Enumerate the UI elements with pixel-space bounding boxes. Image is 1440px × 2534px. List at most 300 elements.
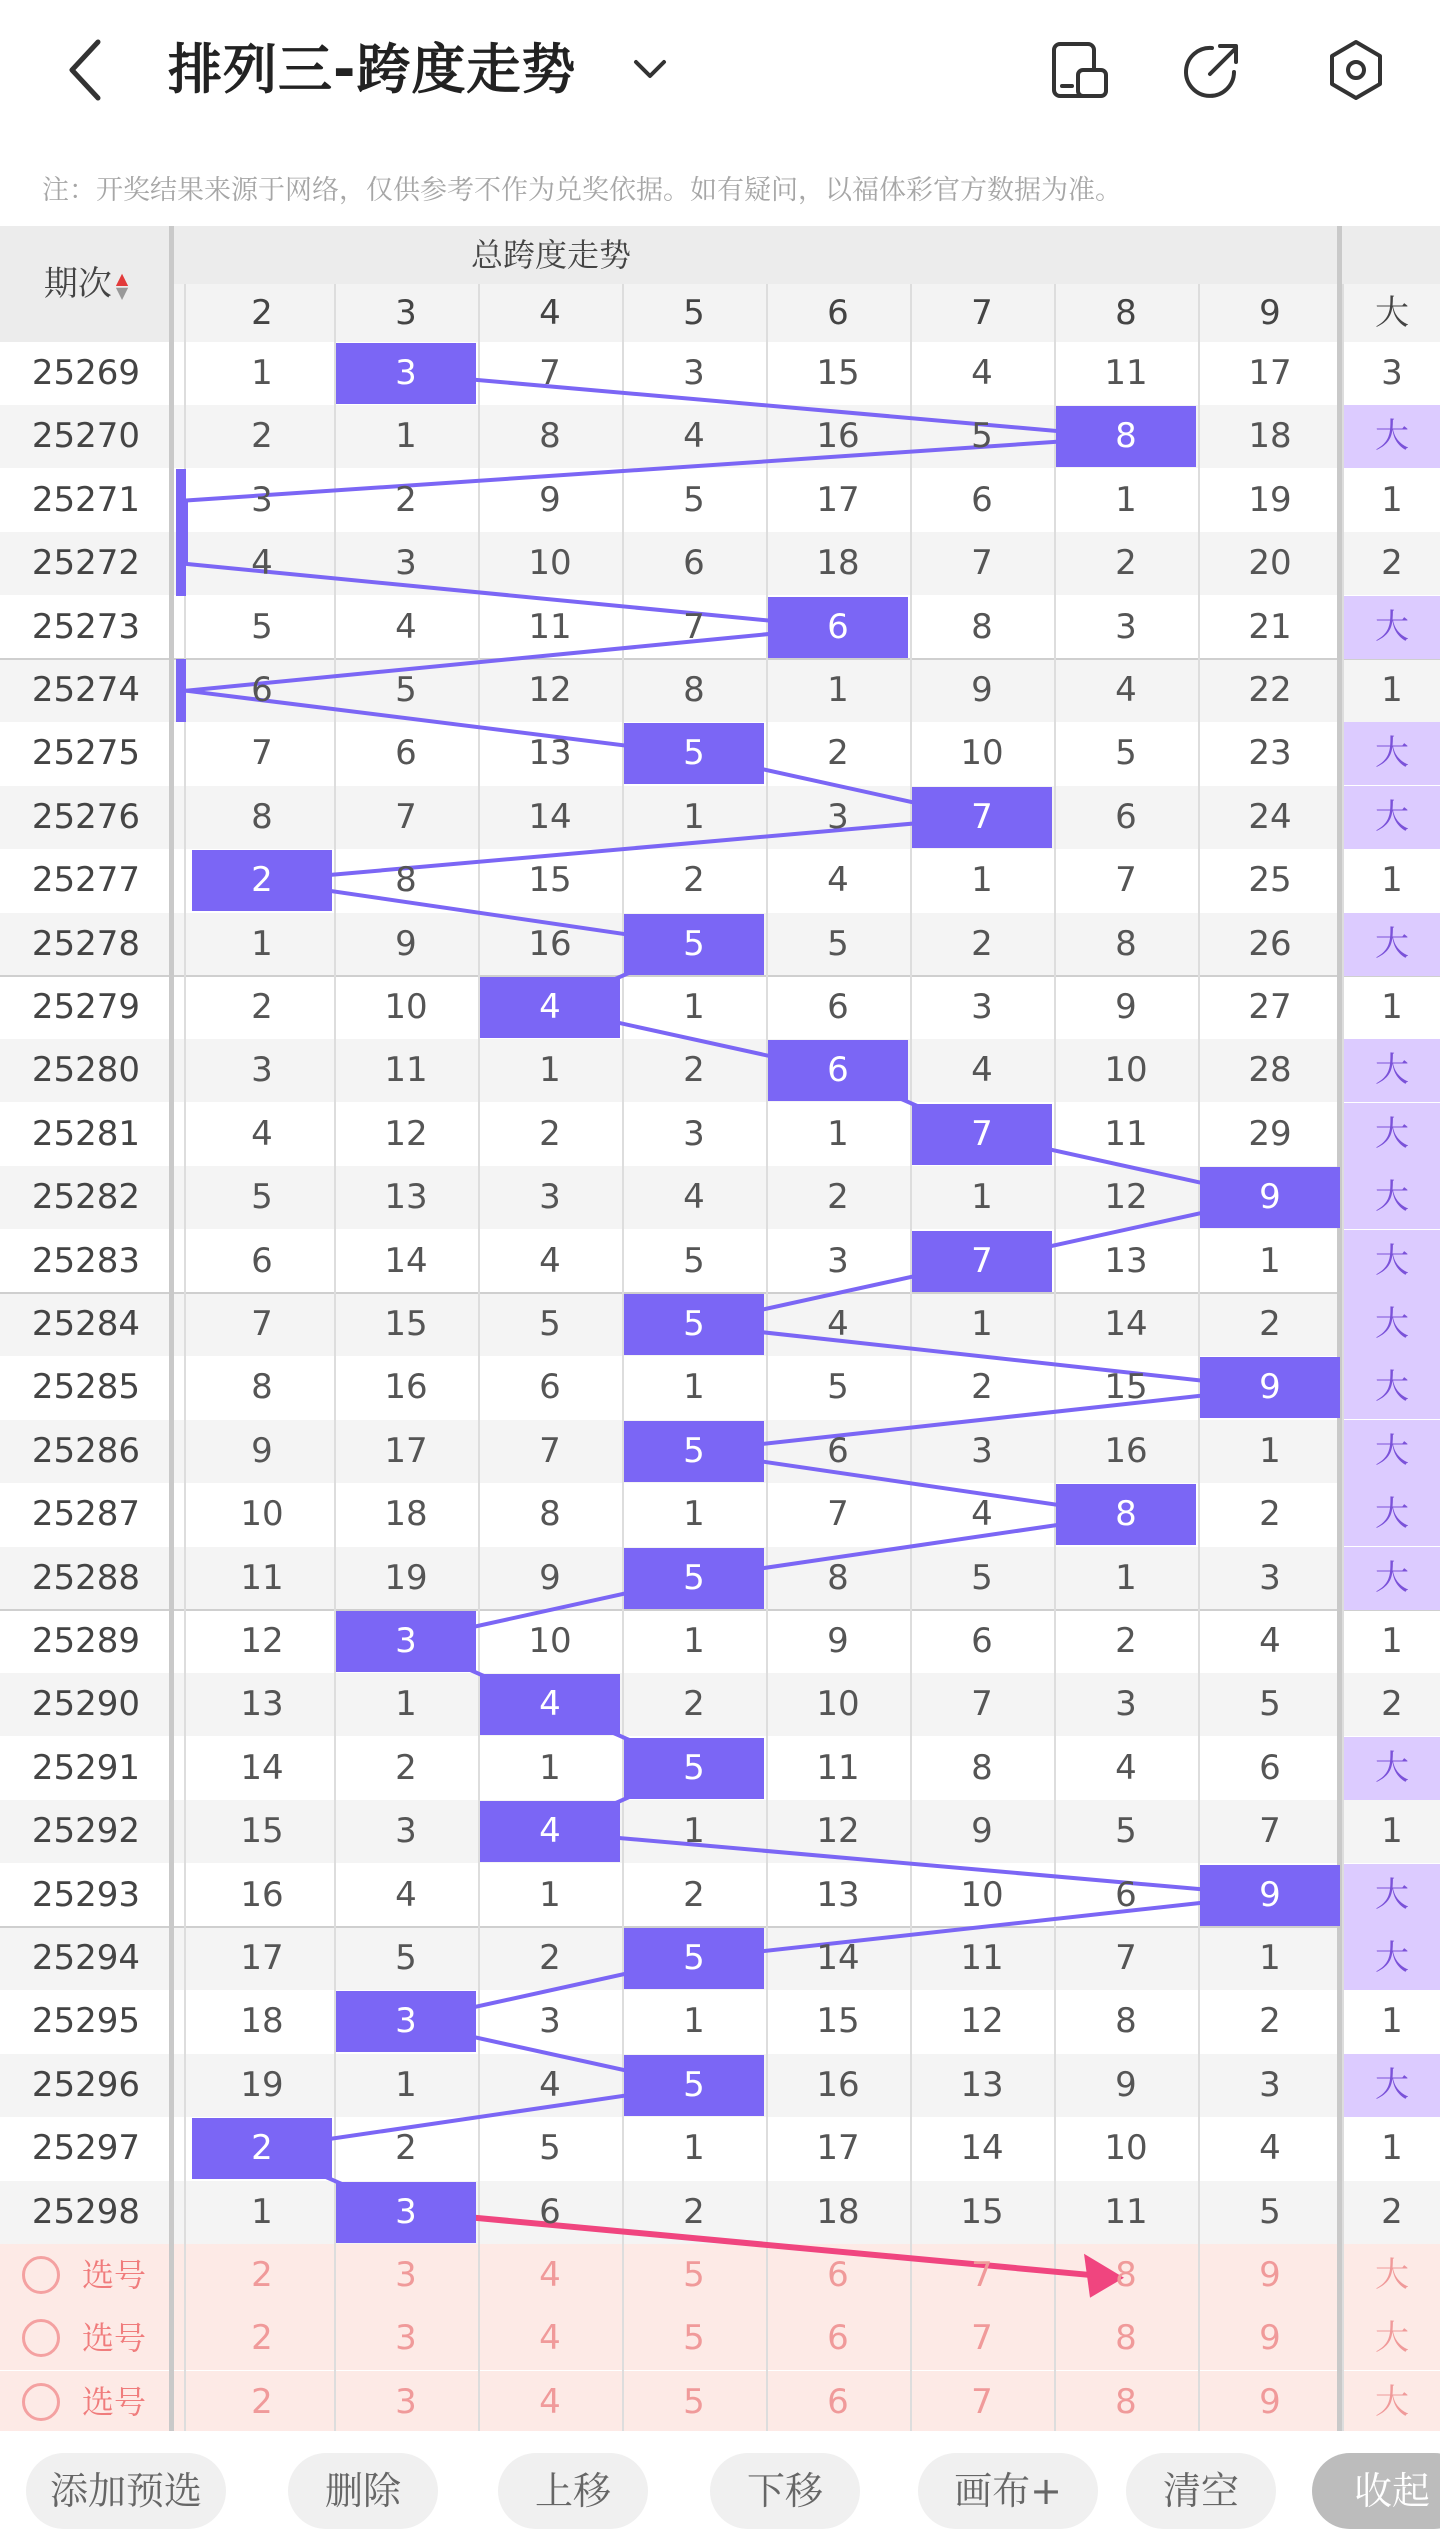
big-cell: 大 [1344,1737,1440,1800]
preselect-cell[interactable]: 3 [395,2381,417,2422]
miss-cell: 1 [683,2128,705,2169]
miss-cell: 4 [1115,1747,1137,1788]
miss-cell: 11 [1104,353,1148,393]
big-cell: 1 [1381,670,1403,710]
miss-cell: 23 [1248,733,1292,774]
period-cell: 25287 [31,1494,141,1535]
period-cell: 25281 [31,1113,141,1154]
miss-cell: 2 [1259,1494,1281,1535]
preselect-cell[interactable]: 2 [251,2318,273,2359]
miss-cell: 2 [971,1367,993,1408]
miss-cell: 10 [1104,2128,1148,2169]
period-cell: 25286 [31,1430,141,1471]
miss-cell: 16 [816,416,860,457]
miss-cell: 5 [539,2128,561,2169]
miss-cell: 6 [1259,1747,1281,1788]
miss-cell: 5 [251,1177,273,1218]
preselect-label[interactable] [0,2307,172,2370]
canvas-plus-button[interactable]: 画布+ [918,2453,1098,2529]
miss-cell: 9 [539,1557,561,1598]
big-cell: 大 [1344,1356,1440,1419]
preselect-label[interactable] [0,2371,172,2431]
period-cell: 25279 [31,987,141,1027]
share-icon[interactable] [1182,38,1246,102]
period-cell: 25292 [31,1811,141,1852]
big-cell: 大 [1344,913,1440,976]
miss-cell: 15 [1104,1367,1148,1408]
period-cell: 25269 [31,353,141,393]
miss-cell: 2 [827,1177,849,1218]
preselect-cell[interactable]: 2 [251,2381,273,2422]
column-header: 6 [827,293,849,333]
miss-cell: 4 [1259,1621,1281,1661]
hit-cell: 5 [624,1421,764,1482]
preselect-big-cell[interactable]: 大 [1375,2381,1409,2422]
miss-cell: 6 [971,1621,993,1661]
period-cell: 25271 [31,479,141,520]
miss-cell: 1 [539,1747,561,1788]
hit-cell: 7 [912,1231,1052,1292]
period-cell: 25296 [31,2064,141,2105]
big-cell: 大 [1344,786,1440,849]
hit-cell: 9 [1200,1357,1340,1418]
preselect-big-cell[interactable]: 大 [1375,2318,1409,2359]
miss-cell: 3 [683,353,705,393]
miss-cell: 6 [251,670,273,710]
column-header: 8 [1115,293,1137,333]
preselect-cell[interactable]: 4 [539,2318,561,2359]
miss-cell: 13 [240,1684,284,1725]
miss-cell: 7 [683,606,705,647]
miss-cell: 7 [971,1684,993,1725]
miss-cell: 1 [683,2001,705,2042]
miss-cell: 4 [1259,2128,1281,2169]
big-cell: 1 [1381,1811,1403,1852]
hit-cell: 6 [768,1040,908,1101]
miss-cell: 21 [1248,606,1292,647]
miss-cell: 3 [539,1177,561,1218]
big-cell: 大 [1344,1547,1440,1610]
period-cell: 25273 [31,606,141,647]
period-cell: 25290 [31,1684,141,1725]
miss-cell: 1 [251,923,273,964]
period-header-label: 期次 [43,264,112,304]
period-cell: 25277 [31,860,141,901]
miss-cell: 1 [395,416,417,457]
preselect-cell[interactable]: 7 [971,2318,993,2359]
miss-cell: 6 [827,987,849,1027]
miss-cell: 7 [971,543,993,584]
app-header [0,0,1440,206]
period-cell: 25291 [31,1747,141,1788]
period-cell: 25276 [31,796,141,837]
miss-cell: 1 [539,1874,561,1915]
miss-cell: 5 [251,606,273,647]
miss-cell: 5 [539,1304,561,1344]
miss-cell: 5 [395,670,417,710]
big-cell: 1 [1381,1621,1403,1661]
miss-cell: 10 [816,1684,860,1725]
miss-cell: 9 [539,479,561,520]
miss-cell: 13 [528,733,572,774]
miss-cell: 10 [240,1494,284,1535]
miss-cell: 11 [384,1050,428,1091]
miss-cell: 2 [683,1684,705,1725]
miss-cell: 6 [971,479,993,520]
miss-cell: 3 [971,987,993,1027]
miss-cell: 17 [816,479,860,520]
hit-cell: 9 [1200,1865,1340,1926]
miss-cell: 14 [384,1240,428,1281]
miss-cell: 5 [1259,1684,1281,1725]
preselect-cell[interactable]: 2 [251,2255,273,2295]
preselect-cell[interactable]: 3 [395,2255,417,2295]
miss-cell: 11 [816,1747,860,1788]
miss-cell: 10 [528,1621,572,1661]
big-cell: 大 [1344,1293,1440,1356]
miss-cell: 1 [683,987,705,1027]
miss-cell: 1 [683,796,705,837]
miss-cell: 11 [1104,1113,1148,1154]
miss-cell: 1 [251,2191,273,2232]
miss-cell: 6 [251,1240,273,1281]
hit-cell: 2 [192,850,332,911]
miss-cell: 15 [960,2191,1004,2232]
preselect-cell[interactable]: 6 [827,2381,849,2422]
preselect-cell[interactable]: 7 [971,2255,993,2295]
period-cell: 25274 [31,670,141,710]
miss-cell: 1 [395,2064,417,2105]
miss-cell: 11 [528,606,572,647]
miss-cell: 2 [683,860,705,901]
miss-cell: 9 [395,923,417,964]
big-cell: 大 [1344,1927,1440,1990]
big-cell: 大 [1344,2054,1440,2117]
preselect-big-cell[interactable]: 大 [1375,2255,1409,2295]
preselect-cell[interactable]: 4 [539,2381,561,2422]
miss-cell: 18 [1248,416,1292,457]
big-cell: 大 [1344,1103,1440,1166]
miss-cell: 1 [971,1304,993,1344]
hit-cell: 9 [1200,1167,1340,1228]
hit-cell: 3 [336,1991,476,2052]
hit-cell: 3 [336,2182,476,2243]
hit-cell: 7 [912,787,1052,848]
miss-cell: 12 [384,1113,428,1154]
miss-cell: 7 [395,796,417,837]
miss-cell: 10 [960,733,1004,774]
hit-cell: 5 [624,723,764,784]
big-cell: 1 [1381,987,1403,1027]
miss-cell: 6 [1115,796,1137,837]
miss-cell: 16 [1104,1430,1148,1471]
miss-cell: 3 [1115,606,1137,647]
miss-cell: 4 [539,1240,561,1281]
miss-cell: 1 [1259,1938,1281,1978]
collapse-button[interactable]: 收起 [1312,2453,1440,2529]
small-span-marker [176,659,186,722]
miss-cell: 5 [683,1240,705,1281]
miss-cell: 2 [683,1050,705,1091]
miss-cell: 2 [539,1113,561,1154]
period-cell: 25280 [31,1050,141,1091]
miss-cell: 3 [395,1811,417,1852]
big-cell: 3 [1381,353,1403,393]
big-cell: 2 [1381,2191,1403,2232]
period-cell: 25272 [31,543,141,584]
miss-cell: 10 [528,543,572,584]
column-header: 7 [971,293,993,333]
miss-cell: 8 [539,416,561,457]
miss-cell: 3 [683,1113,705,1154]
miss-cell: 7 [251,1304,273,1344]
period-cell: 25275 [31,733,141,774]
miss-cell: 2 [1259,1304,1281,1344]
miss-cell: 3 [1115,1684,1137,1725]
chevron-down-icon[interactable] [628,48,672,92]
miss-cell: 5 [971,416,993,457]
preselect-text: 选号 [82,2319,147,2358]
clear-button[interactable]: 清空 [1126,2453,1276,2529]
hit-cell: 3 [336,1611,476,1672]
back-icon[interactable] [60,36,116,104]
preselect-cell[interactable]: 5 [683,2381,705,2422]
miss-cell: 24 [1248,796,1292,837]
small-span-marker [176,532,186,595]
miss-cell: 5 [971,1557,993,1598]
hit-cell: 5 [624,2055,764,2116]
miss-cell: 16 [528,923,572,964]
miss-cell: 1 [971,1177,993,1218]
miss-cell: 1 [971,860,993,901]
preselect-cell[interactable]: 6 [827,2255,849,2295]
period-cell: 25289 [31,1621,141,1661]
miss-cell: 13 [960,2064,1004,2105]
big-cell: 1 [1381,2128,1403,2169]
miss-cell: 4 [539,2064,561,2105]
layout-icon[interactable] [1048,38,1112,102]
miss-cell: 2 [1115,543,1137,584]
preselect-cell[interactable]: 8 [1115,2255,1137,2295]
miss-cell: 2 [251,416,273,457]
preselect-cell[interactable]: 9 [1259,2318,1281,2359]
miss-cell: 15 [528,860,572,901]
miss-cell: 3 [251,1050,273,1091]
miss-cell: 1 [827,1113,849,1154]
miss-cell: 4 [827,860,849,901]
move-down-button[interactable]: 下移 [710,2453,860,2529]
hit-cell: 8 [1056,1484,1196,1545]
sort-icon[interactable]: ▲ ▼ [115,268,129,302]
column-header: 4 [539,293,561,333]
miss-cell: 8 [683,670,705,710]
move-up-button[interactable]: 上移 [498,2453,648,2529]
miss-cell: 7 [539,1430,561,1471]
preselect-text: 选号 [82,2256,147,2294]
miss-cell: 9 [971,670,993,710]
miss-cell: 18 [816,2191,860,2232]
miss-cell: 8 [1115,923,1137,964]
miss-cell: 6 [539,1367,561,1408]
big-cell: 2 [1381,1684,1403,1725]
miss-cell: 7 [827,1494,849,1535]
preselect-cell[interactable]: 4 [539,2255,561,2295]
period-cell: 25285 [31,1367,141,1408]
miss-cell: 5 [683,479,705,520]
radio-icon[interactable] [22,2256,60,2294]
miss-cell: 17 [816,2128,860,2169]
miss-cell: 1 [1259,1430,1281,1471]
settings-icon[interactable] [1324,38,1388,102]
miss-cell: 6 [395,733,417,774]
period-cell: 25283 [31,1240,141,1281]
hit-cell: 3 [336,343,476,404]
period-cell: 25294 [31,1938,141,1978]
miss-cell: 8 [251,1367,273,1408]
radio-icon[interactable] [22,2383,60,2421]
preselect-text: 选号 [82,2382,147,2421]
period-cell: 25297 [31,2128,141,2169]
miss-cell: 10 [1104,1050,1148,1091]
miss-cell: 5 [827,1367,849,1408]
miss-cell: 2 [827,733,849,774]
miss-cell: 15 [240,1811,284,1852]
big-cell: 1 [1381,479,1403,520]
period-cell: 25270 [31,416,141,457]
miss-cell: 1 [683,1367,705,1408]
column-header: 9 [1259,293,1281,333]
preselect-cell[interactable]: 7 [971,2381,993,2422]
miss-cell: 12 [240,1621,284,1661]
miss-cell: 16 [384,1367,428,1408]
miss-cell: 2 [971,923,993,964]
radio-icon[interactable] [22,2319,60,2357]
big-cell: 大 [1344,596,1440,659]
preselect-cell[interactable]: 9 [1259,2381,1281,2422]
toolbar-footer [0,2431,1440,2534]
miss-cell: 17 [240,1938,284,1978]
miss-cell: 14 [960,2128,1004,2169]
miss-cell: 12 [1104,1177,1148,1218]
miss-cell: 14 [240,1747,284,1788]
miss-cell: 4 [683,1177,705,1218]
miss-cell: 27 [1248,987,1292,1027]
miss-cell: 8 [251,796,273,837]
preselect-cell[interactable]: 5 [683,2318,705,2359]
miss-cell: 28 [1248,1050,1292,1091]
big-cell: 1 [1381,2001,1403,2042]
big-cell: 大 [1344,1230,1440,1293]
miss-cell: 7 [1259,1811,1281,1852]
miss-cell: 2 [395,479,417,520]
miss-cell: 1 [539,1050,561,1091]
miss-cell: 13 [1104,1240,1148,1281]
miss-cell: 3 [827,1240,849,1281]
miss-cell: 9 [1115,987,1137,1027]
hit-cell: 7 [912,1104,1052,1165]
preselect-cell[interactable]: 9 [1259,2255,1281,2295]
column-header: 2 [251,293,273,333]
miss-cell: 9 [1115,2064,1137,2105]
miss-cell: 10 [384,987,428,1027]
miss-cell: 17 [384,1430,428,1471]
miss-cell: 1 [1259,1240,1281,1281]
miss-cell: 26 [1248,923,1292,964]
miss-cell: 2 [395,1747,417,1788]
miss-cell: 10 [960,1874,1004,1915]
hit-cell: 4 [480,1801,620,1862]
miss-cell: 1 [395,1684,417,1725]
miss-cell: 9 [971,1811,993,1852]
miss-cell: 18 [816,543,860,584]
miss-cell: 2 [683,1874,705,1915]
miss-cell: 9 [827,1621,849,1661]
miss-cell: 7 [539,353,561,393]
big-cell: 1 [1381,860,1403,901]
miss-cell: 2 [1259,2001,1281,2042]
big-cell: 2 [1381,543,1403,584]
miss-cell: 3 [1259,1557,1281,1598]
big-cell: 大 [1344,722,1440,785]
miss-cell: 11 [960,1938,1004,1978]
miss-cell: 4 [395,1874,417,1915]
miss-cell: 15 [384,1304,428,1344]
miss-cell: 6 [683,543,705,584]
miss-cell: 18 [240,2001,284,2042]
miss-cell: 3 [1259,2064,1281,2105]
miss-cell: 5 [827,923,849,964]
miss-cell: 7 [1115,1938,1137,1978]
preselect-label[interactable] [0,2244,172,2307]
preselect-cell[interactable]: 3 [395,2318,417,2359]
miss-cell: 18 [384,1494,428,1535]
miss-cell: 19 [1248,479,1292,520]
column-header: 5 [683,293,705,333]
miss-cell: 8 [539,1494,561,1535]
period-cell: 25284 [31,1304,141,1344]
miss-cell: 14 [1104,1304,1148,1344]
miss-cell: 4 [683,416,705,457]
miss-cell: 7 [251,733,273,774]
miss-cell: 1 [1115,479,1137,520]
miss-cell: 16 [240,1874,284,1915]
hit-cell: 5 [624,1548,764,1609]
miss-cell: 2 [251,987,273,1027]
preselect-cell[interactable]: 8 [1115,2318,1137,2359]
miss-cell: 20 [1248,543,1292,584]
miss-cell: 1 [683,1621,705,1661]
miss-cell: 8 [395,860,417,901]
delete-button[interactable]: 删除 [288,2453,438,2529]
miss-cell: 7 [1115,860,1137,901]
group-header: 总跨度走势 [470,236,631,274]
period-cell: 25288 [31,1557,141,1598]
preselect-cell[interactable]: 8 [1115,2381,1137,2422]
preselect-cell[interactable]: 6 [827,2318,849,2359]
miss-cell: 16 [816,2064,860,2105]
preselect-cell[interactable]: 5 [683,2255,705,2295]
miss-cell: 11 [240,1557,284,1598]
miss-cell: 14 [528,796,572,837]
miss-cell: 5 [1259,2191,1281,2232]
miss-cell: 25 [1248,860,1292,901]
miss-cell: 1 [683,1811,705,1852]
miss-cell: 4 [395,606,417,647]
disclaimer-text: 注：开奖结果来源于网络，仅供参考不作为兑奖依据。如有疑问，以福体彩官方数据为准。 [42,175,1122,206]
miss-cell: 6 [827,1430,849,1471]
add-preselect-button[interactable]: 添加预选 [26,2453,226,2529]
hit-cell: 5 [624,914,764,975]
